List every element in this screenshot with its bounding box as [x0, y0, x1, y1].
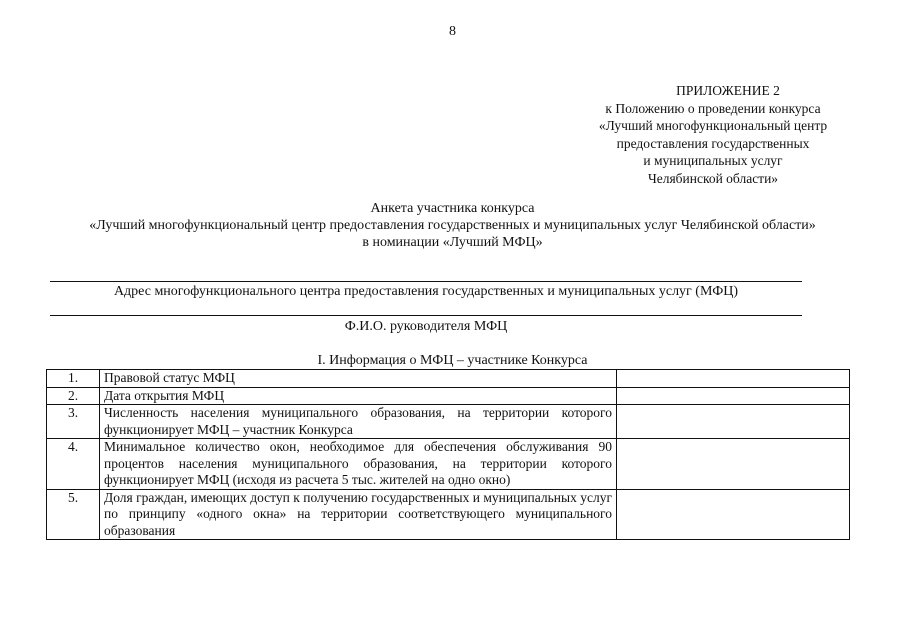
row-description: Правовой статус МФЦ	[100, 370, 617, 388]
table-row	[47, 439, 850, 490]
row-value-cell[interactable]	[617, 489, 850, 540]
address-fill-line[interactable]	[50, 281, 802, 282]
row-value-cell[interactable]	[617, 439, 850, 490]
address-caption: Адрес многофункционального центра предоставления государственных и муниципальных услуг (МФЦ)	[113, 284, 739, 299]
appendix-title: ПРИЛОЖЕНИЕ 2	[676, 83, 780, 98]
form-title-line: «Лучший многофункциональный центр предоставления государственных и муниципальных услуг Челябинской области»	[89, 218, 816, 233]
table-row	[47, 405, 850, 439]
appendix-line: к Положению о проведении конкурса	[605, 100, 821, 116]
appendix-line: и муниципальных услуг	[643, 153, 783, 168]
appendix-line: «Лучший многофункциональный центр	[598, 118, 828, 133]
appendix-block	[568, 82, 858, 187]
row-number: 2.	[47, 387, 100, 405]
row-number: 5.	[47, 489, 100, 540]
row-value-cell[interactable]	[617, 370, 850, 388]
row-description: Доля граждан, имеющих доступ к получению государственных и муниципальных услуг по принципу «одного окна» на территории соответствующего муниципального образования	[100, 489, 617, 540]
head-name-caption: Ф.И.О. руководителя МФЦ	[344, 319, 508, 334]
head-name-fill-line[interactable]	[50, 315, 802, 316]
row-value-cell[interactable]	[617, 387, 850, 405]
row-description: Дата открытия МФЦ	[100, 387, 617, 405]
table-row	[47, 387, 850, 405]
row-number: 1.	[47, 370, 100, 388]
form-title	[0, 200, 905, 251]
appendix-line: предоставления государственных	[616, 135, 810, 151]
appendix-line: Челябинской области»	[647, 170, 779, 186]
row-description: Минимальное количество окон, необходимое для обеспечения обслуживания 90 процентов населения муниципального образования, на территории которого функционирует МФЦ (исходя из расчета 5 тыс. жителей на одно окно)	[100, 439, 617, 490]
row-number: 3.	[47, 405, 100, 439]
info-table	[46, 369, 850, 540]
table-row	[47, 489, 850, 540]
form-title-line: в номинации «Лучший МФЦ»	[362, 235, 543, 250]
row-number: 4.	[47, 439, 100, 490]
form-title-line: Анкета участника конкурса	[370, 201, 535, 216]
section-title: I. Информация о МФЦ – участнике Конкурса	[317, 353, 588, 368]
table-row	[47, 370, 850, 388]
row-value-cell[interactable]	[617, 405, 850, 439]
row-description: Численность населения муниципального образования, на территории которого функционирует МФЦ – участник Конкурса	[100, 405, 617, 439]
page-number: 8	[449, 24, 456, 39]
